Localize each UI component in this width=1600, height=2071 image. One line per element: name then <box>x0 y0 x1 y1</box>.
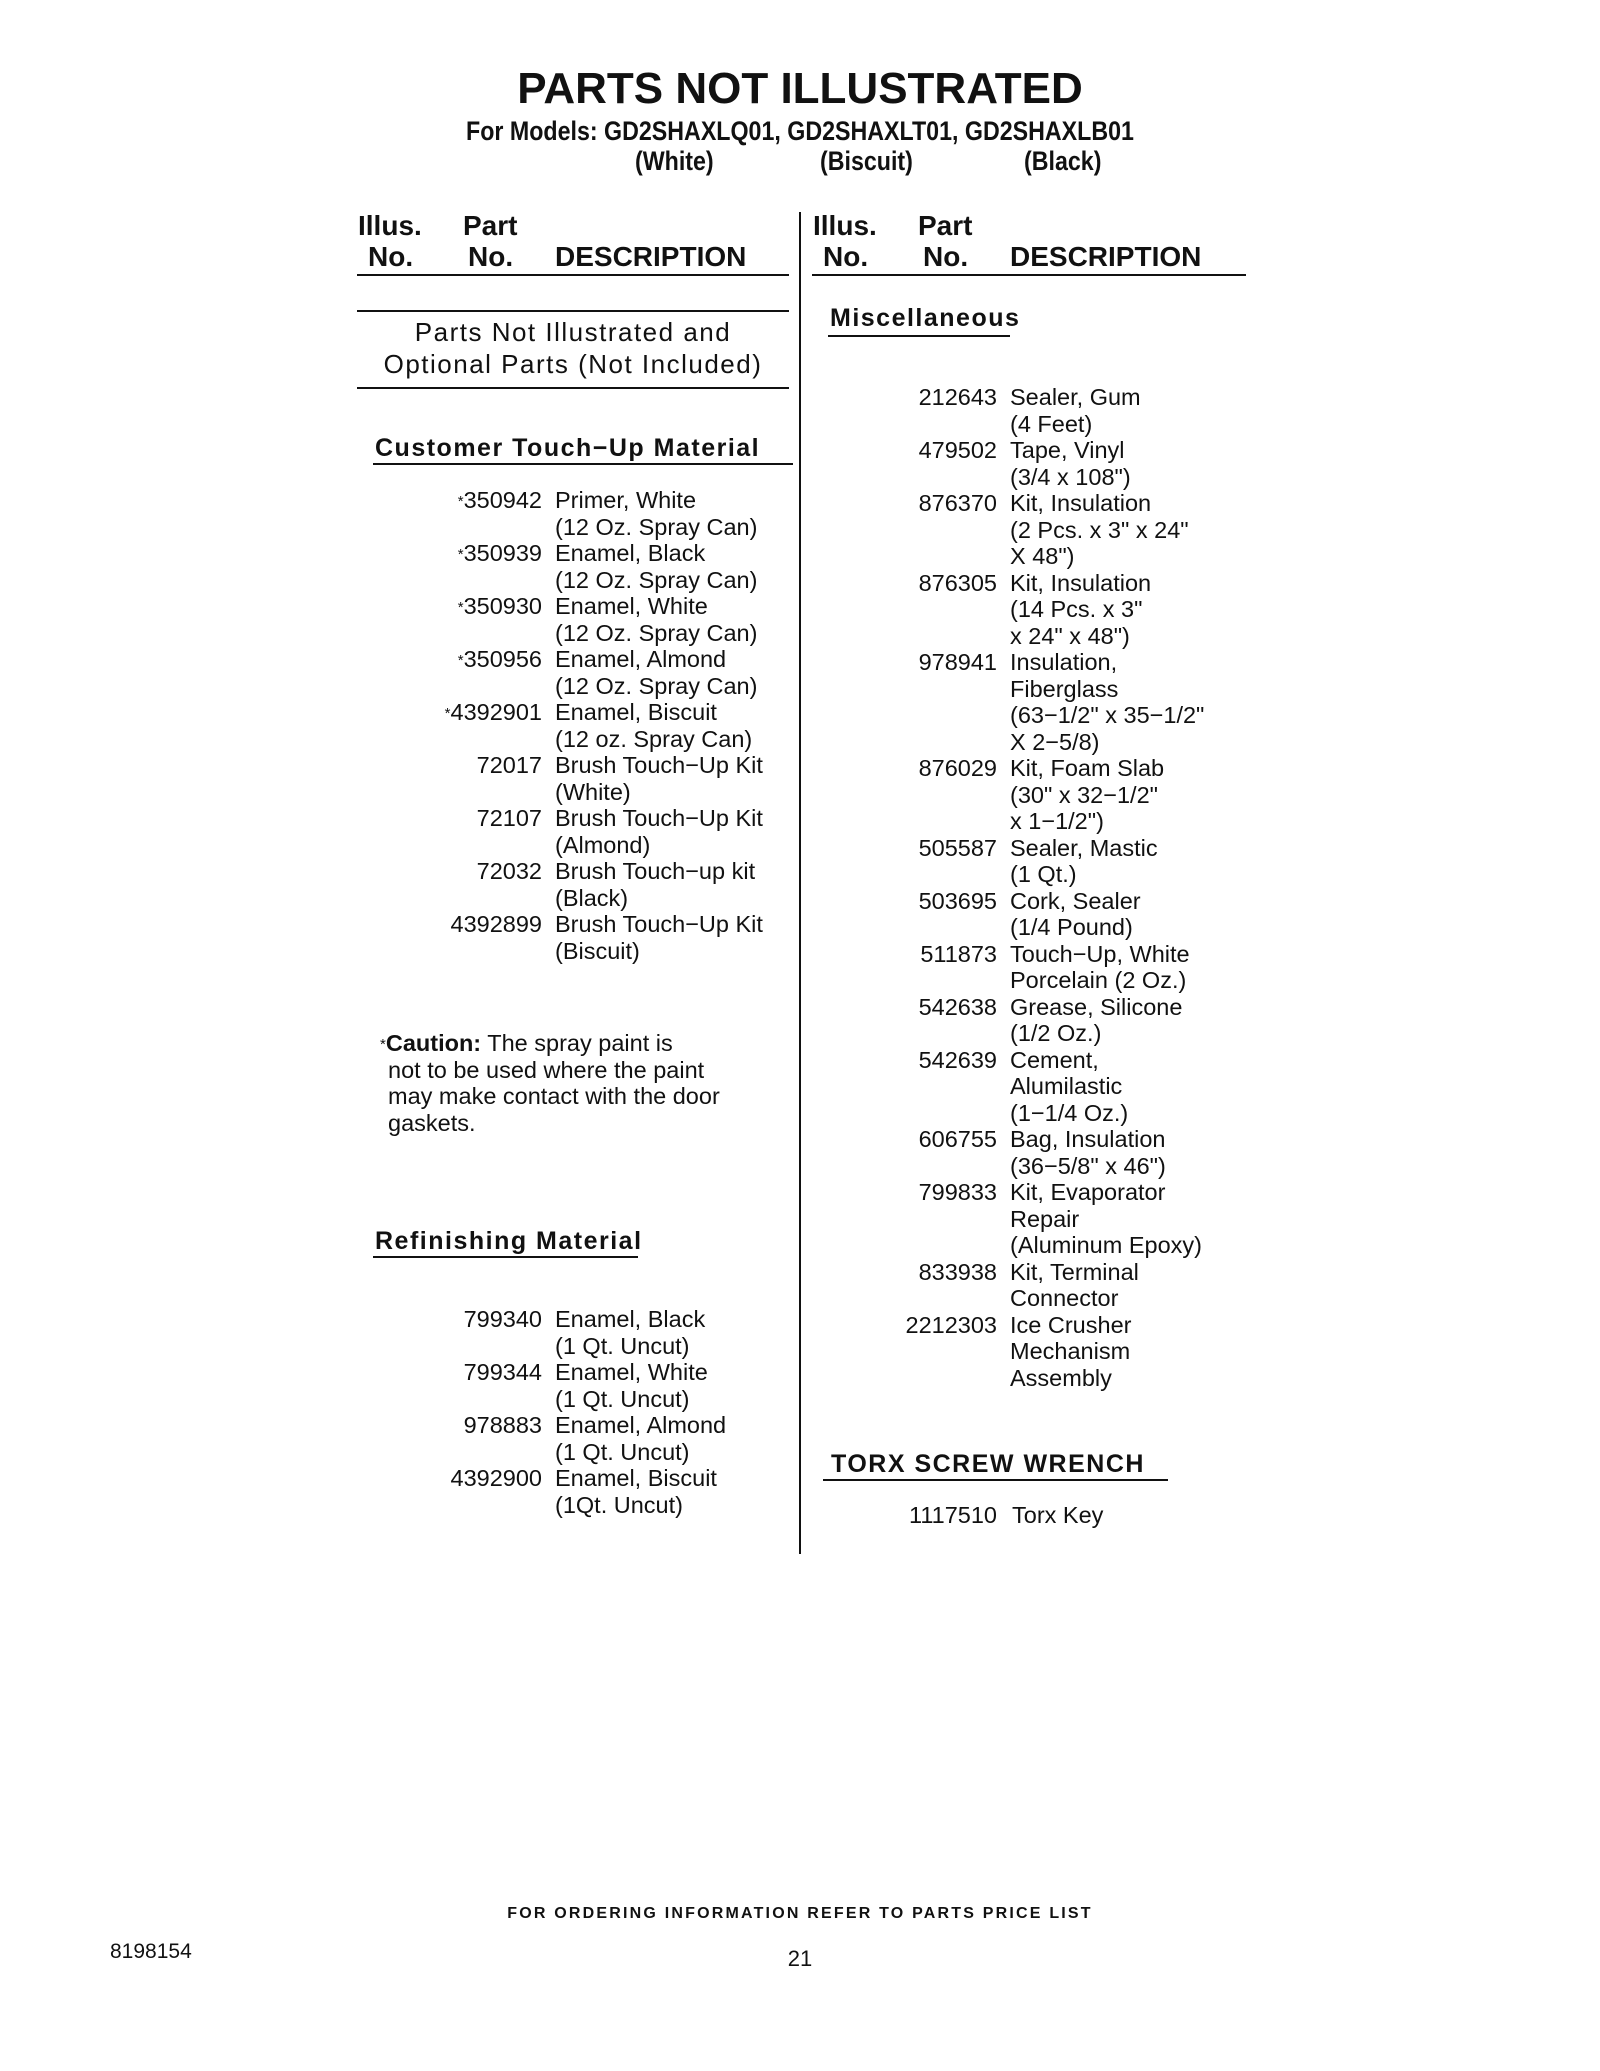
part-number-text: 4392900 <box>450 1465 542 1491</box>
part-description: X 2−5/8) <box>1010 728 1100 755</box>
part-description: Kit, Foam Slab <box>1010 755 1165 781</box>
part-description: (1Qt. Uncut) <box>555 1491 683 1518</box>
color-black: (Black) <box>1024 146 1102 176</box>
part-row-continued <box>800 861 1260 888</box>
part-description: Assembly <box>1010 1364 1112 1391</box>
part-number-text: 833938 <box>918 1258 997 1285</box>
part-row-continued <box>800 914 1260 941</box>
part-description: (White) <box>555 778 631 805</box>
caution-line-2: not to be used where the paint <box>388 1056 705 1083</box>
torx-heading: TORX SCREW WRENCH <box>831 1450 1145 1478</box>
misc-list <box>800 384 1260 1391</box>
asterisk-mark: * <box>457 652 464 669</box>
part-description: (12 Oz. Spray Can) <box>555 566 758 593</box>
part-row <box>800 570 1260 597</box>
asterisk-mark: * <box>457 599 464 616</box>
part-number <box>458 487 542 514</box>
part-number <box>919 835 997 862</box>
part-description: (12 Oz. Spray Can) <box>555 672 758 699</box>
part-description: Tape, Vinyl <box>1010 437 1125 463</box>
part-row <box>340 752 800 779</box>
left-part-header: Part <box>463 210 518 241</box>
part-description: Enamel, Biscuit <box>555 1465 717 1491</box>
part-row-continued <box>340 620 800 647</box>
part-description: Brush Touch−Up Kit <box>555 752 763 778</box>
part-number-text: 350930 <box>463 593 542 619</box>
left-illus-no-header: No. <box>368 241 414 272</box>
part-row <box>800 1047 1260 1074</box>
part-description: (14 Pcs. x 3" <box>1010 596 1143 622</box>
part-row <box>800 755 1260 782</box>
misc-heading-rule <box>828 335 1010 337</box>
box-line-2: Optional Parts (Not Included) <box>383 349 763 379</box>
part-row <box>340 1412 800 1439</box>
part-description: Primer, White <box>555 487 697 513</box>
part-description: x 24" x 48") <box>1010 622 1130 649</box>
part-description: Enamel, Biscuit <box>555 699 717 725</box>
part-number-text: 542638 <box>918 993 997 1020</box>
part-row <box>800 437 1260 464</box>
part-description: x 1−1/2") <box>1010 808 1104 834</box>
part-number-text: 978941 <box>918 649 997 675</box>
part-row <box>800 490 1260 517</box>
part-row-continued <box>340 885 800 912</box>
part-description: Enamel, Almond <box>555 646 727 672</box>
part-row-continued <box>800 543 1260 570</box>
part-number <box>451 1465 543 1492</box>
part-row <box>800 941 1260 968</box>
part-description: Enamel, White <box>555 593 708 619</box>
touchup-list <box>340 487 800 964</box>
caution-asterisk: * <box>380 1036 386 1053</box>
part-row-continued <box>340 1333 800 1360</box>
part-row-continued <box>800 517 1260 544</box>
part-description: (30" x 32−1/2" <box>1010 781 1158 808</box>
part-number-text: 350942 <box>463 487 542 513</box>
part-row <box>340 593 800 620</box>
part-number <box>919 570 997 597</box>
part-row-continued <box>340 726 800 753</box>
part-number <box>445 699 542 726</box>
part-description: Mechanism <box>1010 1338 1131 1364</box>
part-number-text: 4392899 <box>450 911 542 937</box>
part-row-continued <box>800 464 1260 491</box>
part-number <box>919 994 997 1021</box>
part-row-continued <box>800 1232 1260 1259</box>
part-number <box>477 805 542 832</box>
part-description: (36−5/8" x 46") <box>1010 1152 1166 1179</box>
part-row <box>800 649 1260 676</box>
part-row-continued <box>800 676 1260 703</box>
caution-line-4: gaskets. <box>388 1109 476 1136</box>
part-description: Porcelain (2 Oz.) <box>1010 967 1187 993</box>
part-row <box>800 384 1260 411</box>
part-number-text: 799340 <box>463 1306 542 1332</box>
asterisk-mark: * <box>444 705 451 722</box>
part-description: Ice Crusher <box>1010 1311 1132 1338</box>
part-row-continued <box>800 596 1260 623</box>
part-description: (Biscuit) <box>555 937 640 964</box>
page-number: 21 <box>787 1946 813 1971</box>
box-top-rule <box>357 310 789 312</box>
part-row-continued <box>340 673 800 700</box>
part-row-continued <box>800 1073 1260 1100</box>
part-description: (12 Oz. Spray Can) <box>555 619 758 646</box>
part-description: Insulation, <box>1010 649 1118 675</box>
part-number-text: 350956 <box>463 646 542 672</box>
part-description: (1 Qt. Uncut) <box>555 1438 690 1465</box>
part-number <box>919 649 997 676</box>
torx-list <box>800 1502 1260 1529</box>
part-row-continued <box>800 808 1260 835</box>
part-row-continued <box>340 938 800 965</box>
part-number-text: 350939 <box>463 540 542 566</box>
part-row-continued <box>800 623 1260 650</box>
caution-note <box>380 1030 800 1136</box>
part-description: Connector <box>1010 1285 1119 1311</box>
part-number-text: 978883 <box>463 1412 542 1438</box>
part-number-text: 4392901 <box>450 699 542 725</box>
part-row <box>800 994 1260 1021</box>
part-number <box>477 752 542 779</box>
part-row-continued <box>800 1285 1260 1312</box>
part-description: (Aluminum Epoxy) <box>1010 1232 1202 1258</box>
touchup-heading-rule <box>373 463 793 465</box>
part-number <box>919 1126 997 1153</box>
part-number <box>458 646 542 673</box>
part-row-continued <box>800 702 1260 729</box>
part-description: Enamel, Black <box>555 1306 706 1332</box>
part-row-continued <box>800 411 1260 438</box>
part-description: (Black) <box>555 884 629 911</box>
touchup-heading: Customer Touch−Up Material <box>375 434 761 462</box>
part-number <box>919 1259 997 1286</box>
part-number-text: 72107 <box>476 805 542 831</box>
part-row <box>340 646 800 673</box>
models-line: For Models: GD2SHAXLQ01, GD2SHAXLT01, GD2SHAXLB01 <box>466 116 1134 146</box>
part-number <box>919 755 997 782</box>
part-description: Touch−Up, White <box>1010 940 1190 967</box>
part-description: (1−1/4 Oz.) <box>1010 1099 1129 1126</box>
refinishing-heading-rule <box>373 1256 638 1258</box>
color-biscuit: (Biscuit) <box>820 146 913 176</box>
part-number-text: 799833 <box>918 1179 997 1205</box>
part-row-continued <box>340 514 800 541</box>
part-description: Torx Key <box>1012 1502 1104 1528</box>
part-number <box>477 858 542 885</box>
part-row-continued <box>340 1386 800 1413</box>
part-description: (12 oz. Spray Can) <box>555 725 753 752</box>
part-number-text: 72017 <box>476 752 542 778</box>
part-description: (1/2 Oz.) <box>1010 1020 1102 1046</box>
caution-line-1 <box>380 1030 800 1057</box>
part-description: Cork, Sealer <box>1010 887 1141 914</box>
part-description: Kit, Insulation <box>1010 490 1152 516</box>
asterisk-mark: * <box>457 546 464 563</box>
part-row <box>800 1259 1260 1286</box>
part-number-text: 799344 <box>463 1359 542 1385</box>
part-description: (12 Oz. Spray Can) <box>555 513 758 540</box>
part-number-text: 72032 <box>476 858 542 884</box>
right-illus-header: Illus. <box>813 210 877 241</box>
part-number <box>464 1412 542 1439</box>
part-number <box>919 490 997 517</box>
part-description: Alumilastic <box>1010 1073 1123 1099</box>
part-number-text: 876370 <box>918 490 997 516</box>
part-row-continued <box>800 1338 1260 1365</box>
part-row <box>800 1179 1260 1206</box>
part-description: (Almond) <box>555 831 651 858</box>
part-row-continued <box>800 1365 1260 1392</box>
part-description: (63−1/2" x 35−1/2" <box>1010 702 1205 728</box>
part-row-continued <box>800 1206 1260 1233</box>
part-number-text: 606755 <box>918 1126 997 1152</box>
part-number <box>906 1312 998 1339</box>
part-row <box>800 1312 1260 1339</box>
part-row-continued <box>800 782 1260 809</box>
part-description: Kit, Terminal <box>1010 1258 1139 1285</box>
part-number-text: 511873 <box>920 940 997 967</box>
box-line-1: Parts Not Illustrated and <box>414 317 732 347</box>
part-description: Bag, Insulation <box>1010 1126 1166 1152</box>
part-description: Grease, Silicone <box>1010 993 1183 1020</box>
part-number <box>919 1047 997 1074</box>
right-illus-no-header: No. <box>823 241 869 272</box>
part-number-text: 505587 <box>918 834 997 861</box>
part-description: (3/4 x 108") <box>1010 463 1131 490</box>
part-number <box>464 1306 542 1333</box>
part-row-continued <box>340 779 800 806</box>
part-row-continued <box>800 1100 1260 1127</box>
left-header-rule <box>357 274 789 276</box>
right-description-header: DESCRIPTION <box>1010 241 1202 272</box>
asterisk-mark: * <box>457 493 464 510</box>
part-row-continued <box>800 1020 1260 1047</box>
part-description: (1 Qt. Uncut) <box>555 1332 690 1359</box>
part-row <box>340 911 800 938</box>
part-number <box>920 941 997 968</box>
part-number-text: 2212303 <box>905 1311 997 1338</box>
part-description: Repair <box>1010 1205 1080 1232</box>
part-row <box>340 1359 800 1386</box>
part-description: Enamel, White <box>555 1359 708 1385</box>
part-description: Cement, <box>1010 1046 1099 1073</box>
part-row-continued <box>800 729 1260 756</box>
refinishing-list <box>340 1306 800 1518</box>
part-row <box>340 487 800 514</box>
part-description: Sealer, Gum <box>1010 384 1141 410</box>
part-description: Kit, Evaporator <box>1010 1179 1166 1205</box>
part-row <box>800 835 1260 862</box>
part-description: Enamel, Almond <box>555 1412 727 1438</box>
right-part-no-header: No. <box>923 241 969 272</box>
right-part-header: Part <box>918 210 973 241</box>
part-description: Enamel, Black <box>555 540 706 566</box>
part-description: (4 Feet) <box>1010 410 1093 437</box>
document-number: 8198154 <box>110 1940 192 1963</box>
page-title: PARTS NOT ILLUSTRATED <box>517 64 1083 113</box>
part-description: Kit, Insulation <box>1010 569 1152 596</box>
part-description: Brush Touch−up kit <box>555 858 756 884</box>
part-number <box>919 384 997 411</box>
part-number <box>919 888 997 915</box>
color-white: (White) <box>635 146 714 176</box>
caution-label: Caution: <box>385 1030 482 1056</box>
ordering-note: FOR ORDERING INFORMATION REFER TO PARTS PRICE LIST <box>507 1905 1093 1922</box>
left-part-no-header: No. <box>468 241 514 272</box>
part-row <box>340 540 800 567</box>
torx-heading-rule <box>823 1479 1168 1481</box>
part-number-text: 212643 <box>918 384 997 410</box>
misc-heading: Miscellaneous <box>830 304 1021 332</box>
part-description: (1/4 Pound) <box>1010 914 1133 940</box>
part-row-continued <box>800 1153 1260 1180</box>
left-illus-header: Illus. <box>358 210 422 241</box>
part-number <box>909 1502 997 1529</box>
part-description: Brush Touch−Up Kit <box>555 911 763 937</box>
part-row <box>800 888 1260 915</box>
part-row <box>800 1502 1260 1529</box>
part-number-text: 876305 <box>918 569 997 596</box>
part-description: (1 Qt.) <box>1010 861 1077 887</box>
part-number-text: 876029 <box>918 755 997 781</box>
caution-line-3: may make contact with the door <box>388 1083 720 1109</box>
part-row <box>800 1126 1260 1153</box>
part-number <box>451 911 543 938</box>
box-text <box>357 316 789 380</box>
part-row <box>340 699 800 726</box>
part-row-continued <box>340 1492 800 1519</box>
part-row-continued <box>340 567 800 594</box>
part-row <box>340 805 800 832</box>
part-row-continued <box>800 967 1260 994</box>
part-row <box>340 1465 800 1492</box>
part-description: Sealer, Mastic <box>1010 834 1158 861</box>
box-bottom-rule <box>357 387 789 389</box>
part-number <box>458 540 542 567</box>
part-row-continued <box>340 832 800 859</box>
part-description: X 48") <box>1010 543 1075 569</box>
part-number <box>464 1359 542 1386</box>
part-number <box>919 1179 997 1206</box>
part-row <box>340 1306 800 1333</box>
part-number-text: 542639 <box>918 1046 997 1073</box>
part-number <box>919 437 997 464</box>
part-description: (1 Qt. Uncut) <box>555 1385 690 1412</box>
part-description: (2 Pcs. x 3" x 24" <box>1010 516 1189 543</box>
part-description: Brush Touch−Up Kit <box>555 805 763 831</box>
caution-text-1: The spray paint is <box>487 1030 673 1056</box>
part-number-text: 479502 <box>918 437 997 463</box>
part-row <box>340 858 800 885</box>
part-row-continued <box>340 1439 800 1466</box>
right-header-rule <box>812 274 1246 276</box>
refinishing-heading: Refinishing Material <box>375 1227 643 1255</box>
part-number-text: 503695 <box>918 887 997 914</box>
part-number <box>458 593 542 620</box>
part-description: Fiberglass <box>1010 675 1119 702</box>
part-number-text: 1117510 <box>909 1502 997 1528</box>
left-description-header: DESCRIPTION <box>555 241 747 272</box>
